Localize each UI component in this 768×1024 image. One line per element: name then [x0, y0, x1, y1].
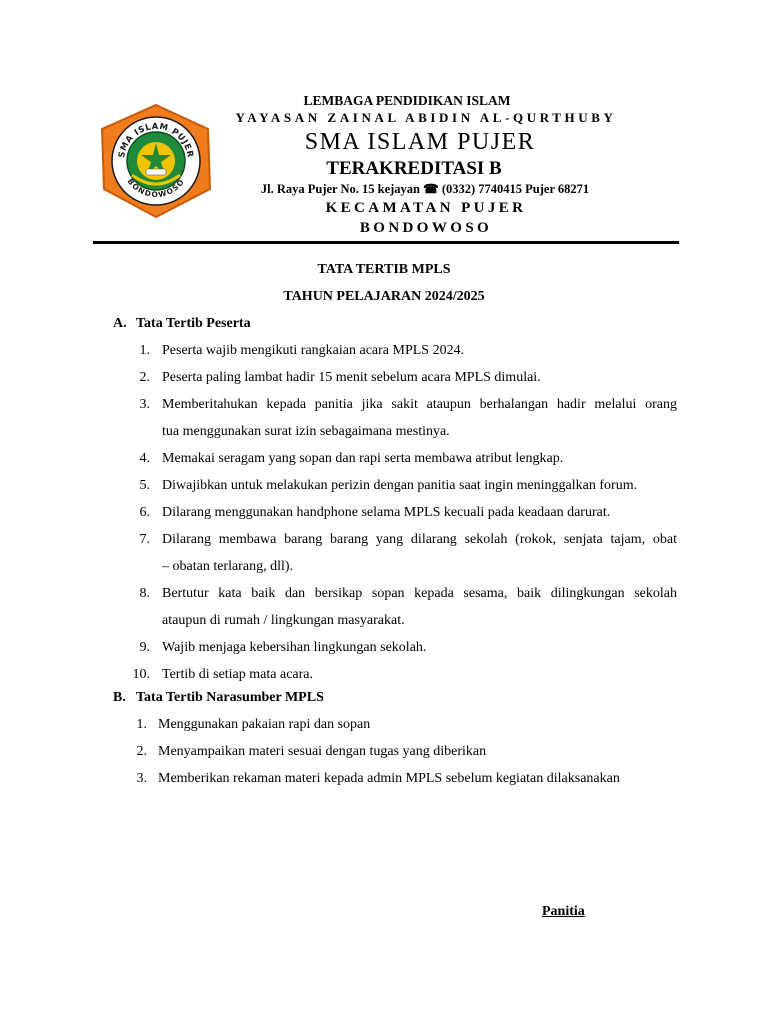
logo-top-text: SMA ISLAM PUJER [117, 121, 195, 159]
item-number: 8. [139, 586, 150, 601]
section-title: Tata Tertib Narasumber MPLS [136, 690, 324, 705]
item-text: Memakai seragam yang sopan dan rapi serta membawa atribut lengkap. [162, 451, 564, 466]
item-number: 4. [139, 451, 150, 466]
item-number: 3. [136, 771, 147, 786]
item-text: – obatan terlarang, dll). [162, 559, 294, 574]
logo-bottom-text: BONDOWOSO [125, 176, 187, 200]
item-text: Dilarang membawa barang barang yang dilarang sekolah (rokok, senjata tajam, obat [162, 532, 677, 547]
school-name: SMA ISLAM PUJER [304, 129, 536, 155]
item-number: 10. [132, 667, 150, 682]
item-text: Bertutur kata baik dan bersikap sopan kepada sesama, baik dilingkungan sekolah [162, 586, 677, 601]
item-text: Peserta paling lambat hadir 15 menit sebelum acara MPLS dimulai. [162, 370, 541, 385]
section-b-heading [113, 690, 324, 706]
document-title: TATA TERTIB MPLS [317, 262, 451, 277]
section-letter: B. [113, 690, 126, 705]
item-number: 3. [139, 397, 150, 412]
item-text: Tertib di setiap mata acara. [162, 667, 313, 682]
item-number: 2. [136, 744, 147, 759]
accreditation: TERAKREDITASI B [326, 158, 502, 179]
item-number: 1. [136, 717, 147, 732]
item-text: Peserta wajib mengikuti rangkaian acara MPLS 2024. [162, 343, 465, 358]
item-number: 6. [139, 505, 150, 520]
letterhead-divider [93, 241, 679, 244]
item-text: Memberikan rekaman materi kepada admin MPLS sebelum kegiatan dilaksanakan [158, 771, 620, 786]
item-text: Menyampaikan materi sesuai dengan tugas yang diberikan [158, 744, 487, 759]
district-name: KECAMATAN PUJER [325, 200, 527, 216]
item-text: Memberitahukan kepada panitia jika sakit ataupun berhalangan hadir melalui orang [162, 397, 677, 412]
regency-name: BONDOWOSO [359, 220, 493, 236]
item-text: Menggunakan pakaian rapi dan sopan [158, 717, 371, 732]
item-text: tua menggunakan surat izin sebagaimana mestinya. [162, 424, 450, 439]
institution-name: LEMBAGA PENDIDIKAN ISLAM [303, 93, 511, 108]
section-a-heading [113, 316, 251, 332]
signature-label: Panitia [542, 904, 585, 919]
school-address: Jl. Raya Pujer No. 15 kejayan ☎ (0332) 7740415 Pujer 68271 [260, 182, 590, 196]
item-number: 7. [139, 532, 150, 547]
section-letter: A. [113, 316, 127, 331]
document-subtitle: TAHUN PELAJARAN 2024/2025 [283, 289, 485, 304]
item-text: ataupun di rumah / lingkungan masyarakat. [162, 613, 405, 628]
item-text: Dilarang menggunakan handphone selama MPLS kecuali pada keadaan darurat. [162, 505, 611, 520]
item-number: 2. [139, 370, 150, 385]
item-text: Wajib menjaga kebersihan lingkungan sekolah. [162, 640, 427, 655]
foundation-name: YAYASAN ZAINAL ABIDIN AL-QURTHUBY [235, 110, 617, 125]
item-number: 1. [139, 343, 150, 358]
item-text: Diwajibkan untuk melakukan perizin dengan panitia saat ingin meninggalkan forum. [162, 478, 638, 493]
section-title: Tata Tertib Peserta [136, 316, 251, 331]
item-number: 5. [139, 478, 150, 493]
item-number: 9. [139, 640, 150, 655]
